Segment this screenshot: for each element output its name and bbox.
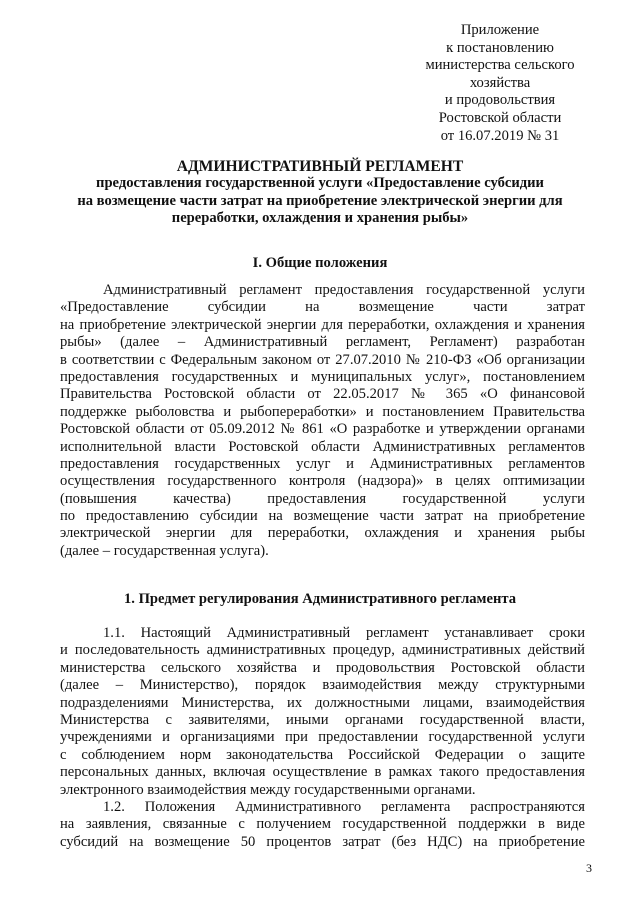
text-line: Административный регламент предоставления государственной услуги: [103, 282, 585, 298]
text-line: электрической энергии для переработки, охлаждения и хранения рыбы: [60, 525, 585, 542]
appendix-line: хозяйства: [469, 74, 531, 91]
title-main: АДМИНИСТРАТИВНЫЙ РЕГЛАМЕНТ: [176, 158, 464, 175]
title-sub-line: переработки, охлаждения и хранения рыбы»: [171, 210, 469, 227]
text-line: (повышения качества) предоставления государственной услуги: [60, 490, 585, 507]
text-line: предоставления государственных и муниципальных услуг», постановлением: [60, 368, 585, 385]
text-line: министерства сельского хозяйства и продовольствия Ростовской области: [60, 659, 585, 676]
paragraph-general: [60, 282, 585, 560]
text-line: исполнительной власти Ростовской области Административных регламентов: [60, 438, 585, 455]
text-line: субсидий на возмещение 50 процентов затрат (без НДС) на приобретение: [60, 833, 585, 850]
page-number: 3: [586, 861, 592, 875]
appendix-line: министерства сельского: [425, 57, 575, 74]
text-line: 1.1. Настоящий Административный регламент устанавливает сроки: [103, 625, 585, 641]
text-line: с соблюдением норм законодательства Российской Федерации о защите: [60, 746, 585, 763]
text-line: на заявления, связанные с получением государственной поддержки в виде: [60, 816, 585, 833]
paragraph-1-1: [60, 625, 585, 799]
text-line: персональных данных, включая осуществление в рамках такого предоставления: [60, 764, 585, 781]
text-line: электронного взаимодействия между государственными органами.: [60, 781, 476, 798]
text-line: поддержке рыболовства и рыбопереработки» и постановлением Правительства: [60, 403, 585, 420]
text-line: осуществления государственного контроля (надзора)» в целях оптимизации: [60, 473, 585, 490]
text-line: на приобретение электрической энергии для переработки, охлаждения и хранения: [60, 316, 585, 333]
section-heading-general: I. Общие положения: [252, 255, 388, 271]
text-line: рыбы» (далее – Административный регламент, Регламент) разработан: [60, 334, 585, 351]
document-title: [55, 158, 585, 228]
section-heading-subject: 1. Предмет регулирования Административного регламента: [123, 591, 517, 607]
appendix-line: Ростовской области: [438, 109, 562, 126]
text-line: и последовательность административных процедур, административных действий: [60, 642, 585, 659]
text-line: учреждениями и организациями при предоставлении государственной услуги: [60, 729, 585, 746]
title-sub-line: на возмещение части затрат на приобретение электрической энергии для: [77, 192, 563, 209]
title-sub-line: предоставления государственной услуги «Предоставление субсидии: [96, 175, 544, 192]
text-line: предоставления государственных услуг и Административных регламентов: [60, 455, 585, 472]
appendix-line: от 16.07.2019 № 31: [440, 127, 560, 144]
text-line: 1.2. Положения Административного регламента распространяются: [103, 799, 585, 815]
text-line: по предоставлению субсидии на возмещение части затрат на приобретение: [60, 508, 585, 525]
text-line: (далее – Министерство), порядок взаимодействия между структурными: [60, 677, 585, 694]
text-line: Правительства Ростовской области от 22.05.2017 № 365 «О финансовой: [60, 386, 585, 403]
appendix-line: к постановлению: [446, 39, 554, 56]
text-line: подразделениями Министерства, их должностными лицами, взаимодействия: [60, 694, 585, 711]
text-line: в соответствии с Федеральным законом от 27.07.2010 № 210-ФЗ «Об организации: [60, 351, 585, 368]
text-line: Ростовской области от 05.09.2012 № 861 «О разработке и утверждении органами: [60, 421, 585, 438]
text-line: Министерства с заявителями, иными органами государственной власти,: [60, 711, 585, 728]
appendix-line: Приложение: [460, 22, 540, 38]
appendix-line: и продовольствия: [444, 92, 556, 109]
paragraph-1-2: [60, 799, 585, 851]
text-line: «Предоставление субсидии на возмещение части затрат: [60, 299, 585, 316]
text-line: (далее – государственная услуга).: [60, 542, 269, 559]
appendix-header: [415, 22, 585, 145]
